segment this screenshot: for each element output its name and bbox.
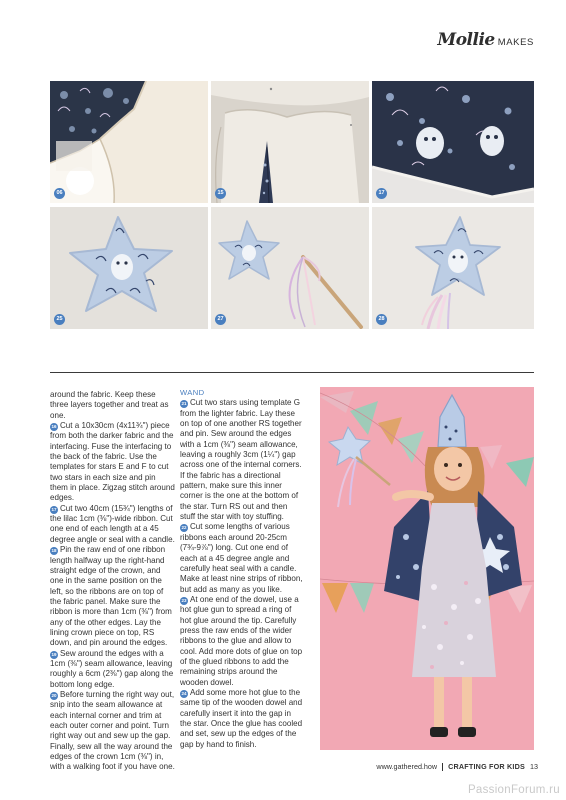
step-badge: 17 [376, 188, 387, 199]
step-number: 18 [51, 548, 57, 554]
page-number: 13 [530, 762, 538, 771]
instruction-step [50, 421, 175, 504]
instruction-step [50, 649, 175, 690]
step-text: Sew around the edges with a 1cm (⅜") seam allowance, leaving roughly a 6cm (2⅜") gap along the bottom long edge. [50, 648, 174, 689]
instruction-paragraph [50, 390, 175, 421]
step-photo-06 [50, 81, 208, 203]
instruction-step [180, 522, 304, 594]
website-url: www.gathered.how [376, 762, 438, 771]
page-footer [376, 762, 538, 771]
step-text: Cut some lengths of various ribbons each around 20-25cm (7¾-9⅞") long. Cut one end of each at a 45 degree angle and carefully heat seal with a candle. Make at least nine strips of ribbon, but add as many as you like. [180, 522, 303, 594]
step-number: 17 [51, 506, 57, 512]
step-badge: 28 [376, 314, 387, 325]
hero-photo [320, 387, 534, 750]
step-badge: 15 [215, 188, 226, 199]
step-text: Add some more hot glue to the same tip of the wooden dowel and carefully insert it into the gap in the star. Once the glue has cooled and set, sew up the edges of the gap by hand to finish. [180, 687, 303, 749]
instructions-right-column [180, 388, 304, 750]
step-photo-15 [211, 81, 369, 203]
paragraph-text: around the fabric. Keep these three layers together and treat as one. [50, 390, 169, 420]
step-text: Cut a 10x30cm (4x11¾") piece from both the darker fabric and the interfacing. Fuse the interfacing to the back of the fabric. Use the templates for stars E and F to cut two stars in each size and pin them in place. Zigzag stitch around edges. [50, 421, 175, 503]
step-text: At one end of the dowel, use a hot glue gun to spread a ring of hot glue around the tip. Carefully press the raw ends of the wider ribbons to the glue and allow to cool. Add more dots of glue on top of the glued ribbons to add the remaining strips around the wooden dowel. [180, 594, 303, 687]
instruction-step [50, 545, 175, 648]
section-rule [50, 372, 534, 373]
step-badge: 27 [215, 314, 226, 325]
step-number: 20 [51, 692, 57, 698]
section-heading-wand: WAND [180, 388, 205, 397]
logo-script: Mollie [437, 30, 495, 50]
step-badge: 25 [54, 314, 65, 325]
step-photo-25 [50, 207, 208, 329]
step-text: Cut two 40cm (15¾") lengths of the lilac 1cm (⅜")-wide ribbon. Cut one end of each length at a 45 degree angle or seal with a candle. [50, 503, 175, 544]
logo-word: MAKES [497, 37, 534, 48]
step-number: 23 [181, 597, 187, 603]
step-number: 16 [51, 424, 57, 430]
instruction-step [180, 688, 304, 750]
instruction-step [180, 398, 304, 522]
step-number: 24 [181, 690, 187, 696]
step-number: 19 [51, 651, 57, 657]
step-photo-17 [372, 81, 534, 203]
instruction-step [50, 504, 175, 545]
step-text: Cut two stars using template G from the lighter fabric. Lay these on top of one another RS together and pin. Sew around the edges with a 1cm (⅜") seam allowance, leaving a roughly 3cm (1¼") gap across one of the internal corners. If the fabric has a directional pattern, make sure this inner corner is the one at the bottom of the star. Turn RS out and then stuff the star with toy stuffing. [180, 398, 302, 522]
step-number: 22 [181, 525, 187, 531]
step-number: 21 [181, 401, 187, 407]
step-badge: 06 [54, 188, 65, 199]
step-text: Pin the raw end of one ribbon length halfway up the right-hand straight edge of the crown, and one in the same position on the left, so the ribbons are on top of the fabric panel. Make sure the ribbon is more than 1cm (⅜") from any of the other edges. Lay the lining crown piece on top, RS down, and pin around the edges. [50, 545, 172, 648]
step-photo-27 [211, 207, 369, 329]
step-text: Before turning the right way out, snip into the seam allowance at each internal corner and trim at each outer corner and point. Turn right way out and sew up the gap. Finally, sew all the way around the edges of the crown 1cm (⅜") in, with a walking foot if you have one. [50, 689, 175, 772]
watermark: PassionForum.ru [467, 784, 560, 796]
footer-divider [442, 763, 443, 771]
instruction-step [180, 595, 304, 688]
step-photo-28 [372, 207, 534, 329]
magazine-logo [437, 30, 534, 50]
instruction-step [50, 690, 175, 773]
magazine-title: CRAFTING FOR KIDS [448, 762, 525, 771]
instructions-left-column [50, 390, 175, 773]
